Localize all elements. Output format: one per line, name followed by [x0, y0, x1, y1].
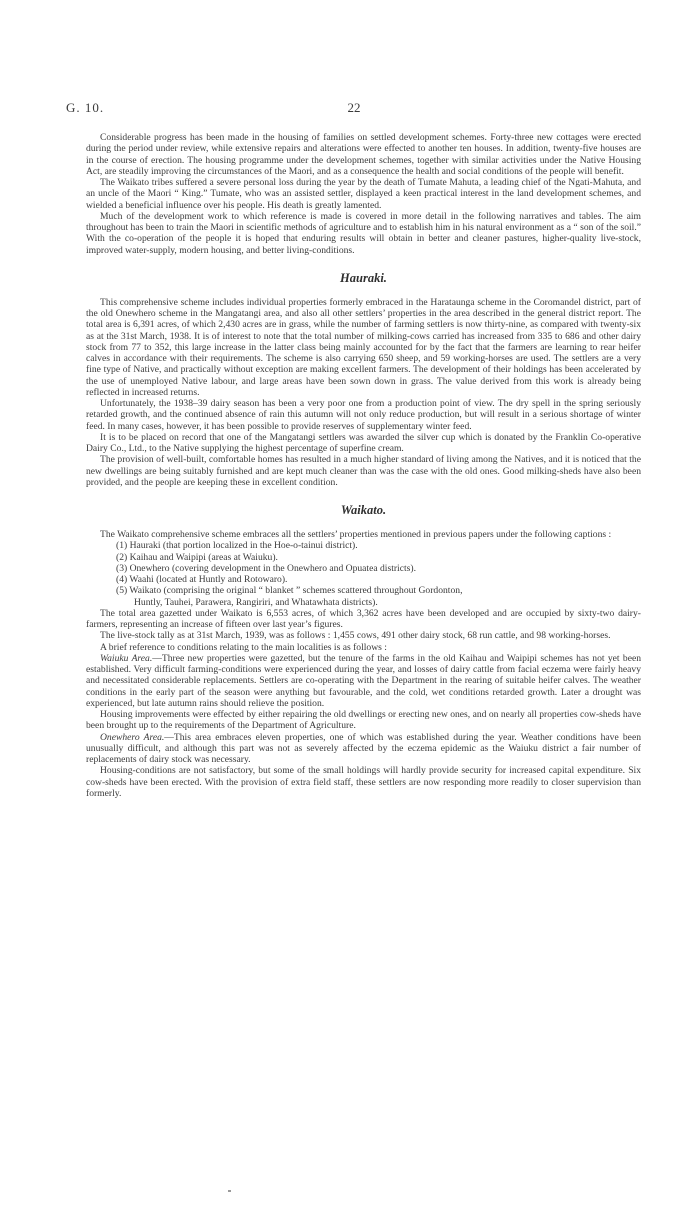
- waikato-intro: The Waikato comprehensive scheme embraces all the settlers’ properties mentioned in previous papers under the following captions :: [100, 529, 612, 540]
- caption-list: [86, 540, 641, 608]
- waikato-area-paragraph: The total area gazetted under Waikato is 6,553 acres, of which 3,362 acres have been developed and are occupied by sixty-two dairy-farmers, representing an increase of fifteen over last year’s figures.: [86, 607, 641, 630]
- waikato-brief-paragraph: A brief reference to conditions relating to the main localities is as follows :: [100, 641, 387, 653]
- waikato-stock-paragraph: The live-stock tally as at 31st March, 1939, was as follows : 1,455 cows, 491 other dairy stock, 68 run cattle, and 98 working-horses.: [100, 630, 611, 642]
- intro-paragraph: Much of the development work to which reference is made is covered in more detail in the following narratives and tables. The aim throughout has been to train the Maori in scientific methods of agriculture and to establish him in his natural environment as a “ son of the soil.” With the co-operation of the people it is hoped that enduring results will obtain in better and cleaner pastures, higher-quality live-stock, improved water-supply, modern housing, and better living-conditions.: [86, 210, 641, 256]
- document-body: [86, 132, 641, 799]
- document-reference: G. 10.: [66, 100, 105, 115]
- caption-item: [86, 585, 641, 608]
- intro-paragraph: Considerable progress has been made in the housing of families on settled development schemes. Forty-three new cottages were erected during the period under review, while extensive repairs and alterations were effected to another ten houses. In addition, twenty-five houses are in the course of erection. The housing programme under the development schemes, together with similar activities under the Native Housing Act, are steadily improving the circumstances of the Maori, and as a consequence the health and social conditions of the people will benefit.: [86, 132, 641, 177]
- onewhero-area-label: Onewhero Area.: [100, 731, 165, 743]
- section-heading-waikato: Waikato.: [340, 503, 387, 517]
- caption-item: (1) Hauraki (that portion localized in the Hoe-o-tainui district).: [116, 540, 358, 552]
- waiuku-area-label: Waiuku Area.: [100, 652, 153, 664]
- waiuku-area-paragraph: Waiuku Area.—Three new properties were gazetted, but the tenure of the farms in the old Kaihau and Waipipi schemes has not yet been established. Very difficult farming-conditions were experienced during the year, and losses of dairy cattle from facial eczema were fairly heavy and necessitated considerable replacements. Settlers are co-operating with the Department in the rearing of suitable heifer calves. The weather conditions in the early part of the season were anything but favourable, and the cold, wet conditions retarded growth. Later a drought was experienced, but late autumn rains should relieve the position.: [86, 652, 642, 709]
- hauraki-paragraph: It is to be placed on record that one of the Mangatangi settlers was awarded the silver cup which is donated by the Franklin Co-operative Dairy Co., Ltd., to the Native supplying the highest percentage of superfine cream.: [86, 431, 641, 454]
- caption-item: (2) Kaihau and Waipipi (areas at Waiuku).: [116, 551, 278, 563]
- housing-conditions-paragraph: Housing-conditions are not satisfactory, but some of the small holdings will hardly provide security for increased capital expenditure. Six cow-sheds have been erected. With the provision of extra field staff, these settlers are now responding more readily to closer supervision than formerly.: [86, 765, 641, 799]
- caption-item: (4) Waahi (located at Huntly and Rotowaro).: [116, 574, 288, 585]
- section-heading-hauraki: Hauraki.: [340, 270, 387, 285]
- hauraki-paragraph: The provision of well-built, comfortable homes has resulted in a much higher standard of living among the Natives, and it is noticed that the new dwellings are being suitably furnished and are kept much cleaner than was the case with the old ones. Good milking-sheds have also been provided, and the people are keeping these in excellent condition.: [86, 454, 641, 488]
- scan-speck: [228, 1190, 231, 1192]
- waiuku-area-text: Three new properties were gazetted, but the tenure of the farms in the old Kaihau and Waipipi schemes has not yet been established. Very difficult farming-conditions were experienced during the year, and losses of dairy cattle from facial eczema were fairly heavy and necessitated considerable replacements. Settlers are co-operating with the Department in the rearing of suitable heifer calves. The weather conditions in the early part of the season were anything but favourable, and the cold, wet conditions retarded growth. Later a drought was experienced, but late autumn rains should relieve the position.: [86, 652, 642, 709]
- intro-paragraph: The Waikato tribes suffered a severe personal loss during the year by the death of Tumate Mahuta, a leading chief of the Ngati-Mahuta, and an uncle of the Maori “ King.” Tumate, who was an assisted settler, displayed a keen practical interest in the land development schemes, and wielded a beneficial influence over his people. His death is greatly lamented.: [86, 177, 641, 211]
- caption-item: (3) Onewhero (covering development in the Onewhero and Opuatea districts).: [116, 562, 416, 574]
- hauraki-paragraph: This comprehensive scheme includes individual properties formerly embraced in the Harataunga scheme in the Coromandel district, part of the old Onewhero scheme in the Mangatangi area, and also all other settlers’ properties in the area described in the general district report. The total area is 6,391 acres, of which 2,430 acres are in grass, while the number of farming settlers is now thirty-nine, as compared with twenty-six as at the 31st March, 1938. It is of interest to note that the total number of milking-cows carried has increased from 335 to 686 and other dairy stock from 77 to 352, this large increase in the latter class being mainly accounted for by the fact that the farmers are learning to rear heifer calves in accordance with their requirements. The scheme is also carrying 650 sheep, and 59 working-horses are used. The settlers are a very fine type of Native, and practically without exception are making excellent farmers. The development of their holdings has been accelerated by the use of unemployed Native labour, and large areas have been sown down in grass. The value derived from this work is already being reflected in increased returns.: [86, 296, 641, 398]
- onewhero-area-text: This area embraces eleven properties, one of which was established during the year. Weather conditions have been unusually difficult, and although this part was not as severely affected by the eczema epidemic as the Waiuku district a fair number of replacements of dairy stock was necessary.: [86, 731, 641, 765]
- housing-paragraph: Housing improvements were effected by either repairing the old dwellings or erecting new ones, and on nearly all properties cow-sheds have been brought up to the requirements of the Department of Agriculture.: [86, 709, 641, 732]
- hauraki-paragraph: Unfortunately, the 1938–39 dairy season has been a very poor one from a production point of view. The dry spell in the spring seriously retarded growth, and the continued absence of rain this autumn will not only reduce production, but will result in a serious shortage of winter feed. In many cases, however, it has been possible to provide reserves of supplementary winter feed.: [86, 398, 641, 432]
- onewhero-area-paragraph: Onewhero Area.—This area embraces eleven properties, one of which was established during the year. Weather conditions have been unusually difficult, and although this part was not as severely affected by the eczema epidemic as the Waiuku district a fair number of replacements of dairy stock was necessary.: [86, 731, 641, 765]
- caption-item-continuation: Huntly, Tauhei, Parawera, Rangiriri, and Whatawhata districts).: [134, 596, 378, 608]
- page-header: [66, 100, 642, 116]
- page-number: 22: [347, 100, 361, 115]
- caption-item-line: (5) Waikato (comprising the original “ blanket ” schemes scattered throughout Gordonton,: [116, 585, 463, 597]
